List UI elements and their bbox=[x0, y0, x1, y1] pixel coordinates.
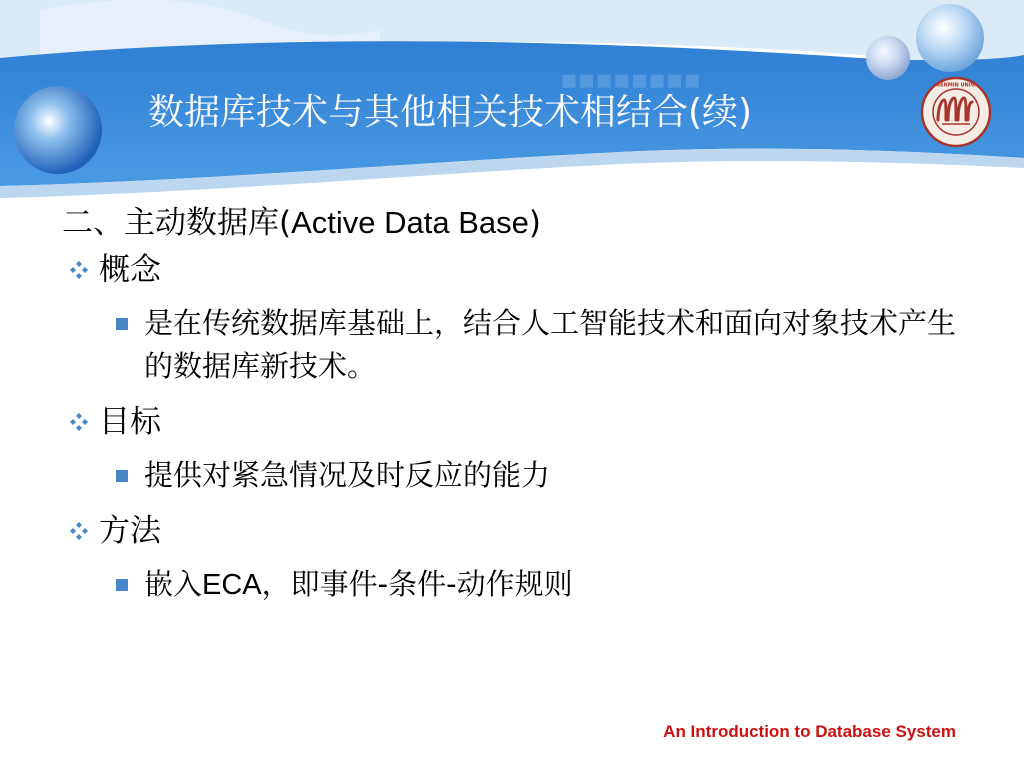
diamond-bullet-icon bbox=[68, 520, 90, 542]
bullet-method bbox=[68, 507, 982, 555]
slide-title: 数据库技术与其他相关技术相结合(续) bbox=[148, 92, 753, 133]
section-heading bbox=[62, 200, 982, 246]
diamond-bullet-icon bbox=[68, 411, 90, 433]
slide-body bbox=[62, 200, 982, 607]
sub-bullet-concept bbox=[116, 302, 982, 388]
sub-bullet-text: 是在传统数据库基础上，结合人工智能技术和面向对象技术产生的数据库新技术。 bbox=[144, 306, 957, 383]
sub-bullet-goal bbox=[116, 454, 982, 497]
diamond-bullet-icon bbox=[68, 259, 90, 281]
heading-suffix: ) bbox=[528, 205, 541, 241]
heading-latin: Active Data Base bbox=[291, 205, 529, 240]
text-latin: ECA bbox=[202, 569, 262, 601]
university-seal-logo bbox=[920, 76, 992, 148]
heading-prefix: 二、主动数据库( bbox=[62, 205, 292, 241]
bullet-label: 概念 bbox=[99, 252, 161, 288]
square-bullet-icon bbox=[116, 579, 128, 591]
svg-text:▪▪▪▪▪▪▪▪: ▪▪▪▪▪▪▪▪ bbox=[560, 65, 701, 95]
text-pre: 嵌入 bbox=[144, 567, 203, 601]
text-post: ，即事件-条件-动作规则 bbox=[261, 567, 573, 601]
bullet-concept bbox=[68, 246, 982, 294]
footer-course-title: An Introduction to Database System bbox=[663, 722, 956, 741]
svg-text:RENMIN UNIV.: RENMIN UNIV. bbox=[936, 82, 976, 89]
square-bullet-icon bbox=[116, 318, 128, 330]
sub-bullet-text: 提供对紧急情况及时反应的能力 bbox=[144, 458, 551, 492]
bullet-label: 方法 bbox=[99, 513, 161, 549]
square-bullet-icon bbox=[116, 470, 128, 482]
sub-bullet-method bbox=[116, 563, 982, 607]
bullet-label: 目标 bbox=[99, 404, 161, 440]
sub-bullet-text bbox=[144, 563, 964, 607]
bullet-goal bbox=[68, 398, 982, 446]
